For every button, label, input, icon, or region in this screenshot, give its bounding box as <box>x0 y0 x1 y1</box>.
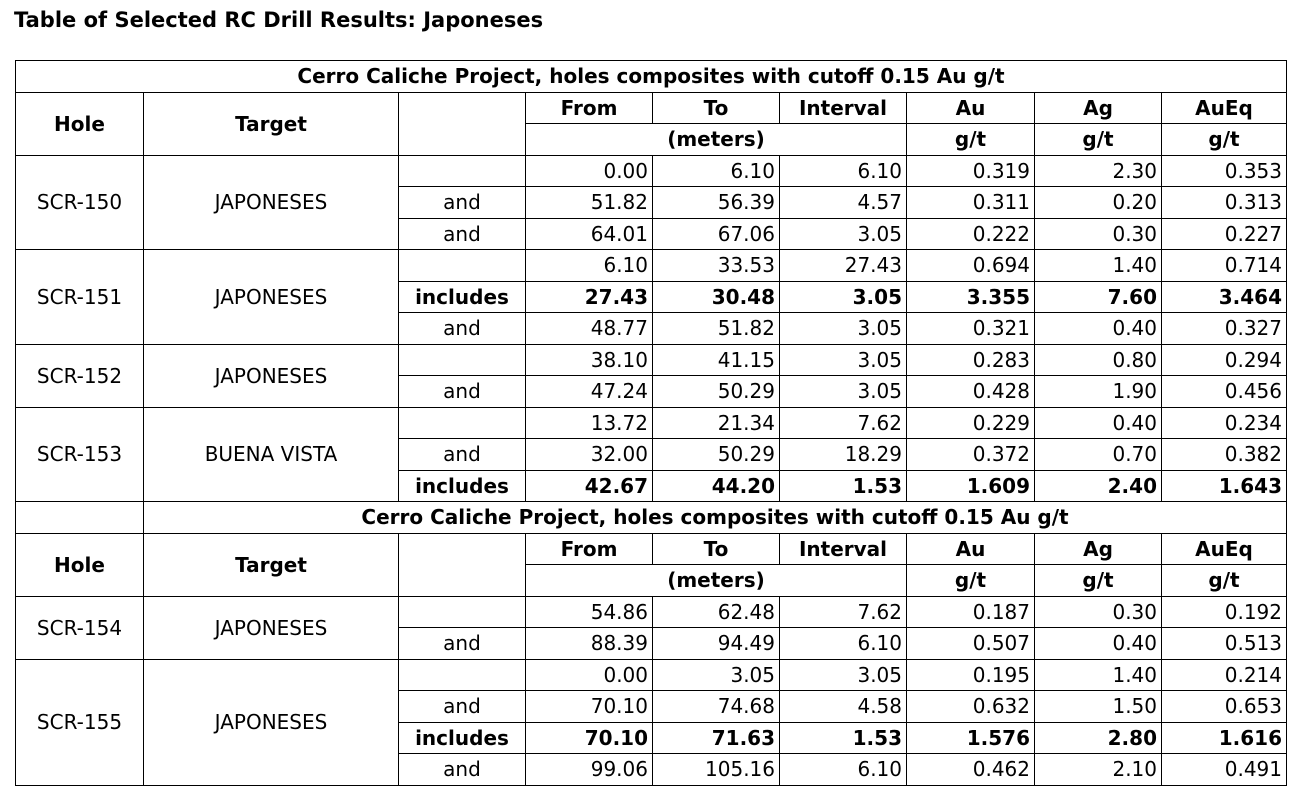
cell-to: 105.16 <box>653 754 780 786</box>
cell-from: 27.43 <box>526 281 653 313</box>
section-banner-row <box>16 502 1287 534</box>
column-header-aueq: AuEq <box>1162 92 1287 124</box>
cell-ag: 0.30 <box>1035 596 1162 628</box>
cell-from: 54.86 <box>526 596 653 628</box>
cell-interval: 3.05 <box>780 344 907 376</box>
cell-from: 51.82 <box>526 187 653 219</box>
qualifier <box>399 344 526 376</box>
column-header-hole: Hole <box>16 92 144 155</box>
cell-aueq: 0.653 <box>1162 691 1287 723</box>
cell-aueq: 0.327 <box>1162 313 1287 345</box>
column-header-to: To <box>653 92 780 124</box>
cell-to: 62.48 <box>653 596 780 628</box>
column-header-hole: Hole <box>16 533 144 596</box>
cell-au: 1.576 <box>907 722 1035 754</box>
cell-interval: 27.43 <box>780 250 907 282</box>
cell-au: 0.462 <box>907 754 1035 786</box>
cell-au: 0.283 <box>907 344 1035 376</box>
qualifier: and <box>399 376 526 408</box>
hole-id: SCR-152 <box>16 344 144 407</box>
cell-from: 88.39 <box>526 628 653 660</box>
qualifier: and <box>399 187 526 219</box>
header-row <box>16 92 1287 124</box>
section-banner: Cerro Caliche Project, holes composites with cutoff 0.15 Au g/t <box>144 502 1287 534</box>
cell-from: 47.24 <box>526 376 653 408</box>
cell-ag: 0.80 <box>1035 344 1162 376</box>
cell-ag: 1.40 <box>1035 250 1162 282</box>
cell-ag: 0.30 <box>1035 218 1162 250</box>
cell-to: 74.68 <box>653 691 780 723</box>
qualifier <box>399 250 526 282</box>
qualifier <box>399 155 526 187</box>
cell-ag: 0.40 <box>1035 407 1162 439</box>
qualifier: and <box>399 691 526 723</box>
cell-interval: 7.62 <box>780 407 907 439</box>
column-header-ag: Ag <box>1035 533 1162 565</box>
cell-from: 48.77 <box>526 313 653 345</box>
cell-au: 0.507 <box>907 628 1035 660</box>
cell-interval: 6.10 <box>780 155 907 187</box>
cell-from: 70.10 <box>526 722 653 754</box>
cell-interval: 3.05 <box>780 218 907 250</box>
cell-interval: 18.29 <box>780 439 907 471</box>
cell-au: 0.311 <box>907 187 1035 219</box>
cell-ag: 1.40 <box>1035 659 1162 691</box>
cell-interval: 1.53 <box>780 722 907 754</box>
cell-ag: 2.80 <box>1035 722 1162 754</box>
qualifier: and <box>399 313 526 345</box>
units-meters: (meters) <box>526 565 907 597</box>
cell-from: 42.67 <box>526 470 653 502</box>
cell-to: 94.49 <box>653 628 780 660</box>
drill-results-table <box>15 60 1287 786</box>
cell-interval: 6.10 <box>780 754 907 786</box>
cell-to: 51.82 <box>653 313 780 345</box>
cell-aueq: 0.456 <box>1162 376 1287 408</box>
cell-ag: 2.10 <box>1035 754 1162 786</box>
cell-aueq: 1.643 <box>1162 470 1287 502</box>
table-row <box>16 659 1287 691</box>
target-name: JAPONESES <box>144 155 399 250</box>
column-header-interval: Interval <box>780 92 907 124</box>
cell-au: 0.229 <box>907 407 1035 439</box>
column-header-au: Au <box>907 92 1035 124</box>
header-row <box>16 533 1287 565</box>
qualifier: and <box>399 218 526 250</box>
column-header-aueq: AuEq <box>1162 533 1287 565</box>
cell-to: 3.05 <box>653 659 780 691</box>
cell-from: 70.10 <box>526 691 653 723</box>
cell-ag: 0.70 <box>1035 439 1162 471</box>
cell-interval: 4.57 <box>780 187 907 219</box>
cell-au: 0.187 <box>907 596 1035 628</box>
cell-aueq: 1.616 <box>1162 722 1287 754</box>
cell-ag: 1.50 <box>1035 691 1162 723</box>
column-header-target: Target <box>144 533 399 596</box>
cell-from: 0.00 <box>526 155 653 187</box>
table-row <box>16 596 1287 628</box>
cell-to: 50.29 <box>653 376 780 408</box>
cell-aueq: 0.214 <box>1162 659 1287 691</box>
cell-au: 0.319 <box>907 155 1035 187</box>
section-banner: Cerro Caliche Project, holes composites with cutoff 0.15 Au g/t <box>16 61 1287 93</box>
cell-from: 64.01 <box>526 218 653 250</box>
cell-interval: 3.05 <box>780 659 907 691</box>
target-name: JAPONESES <box>144 659 399 785</box>
cell-ag: 0.40 <box>1035 313 1162 345</box>
column-header-interval: Interval <box>780 533 907 565</box>
units-meters: (meters) <box>526 124 907 156</box>
cell-au: 0.321 <box>907 313 1035 345</box>
column-header-from: From <box>526 92 653 124</box>
cell-ag: 1.90 <box>1035 376 1162 408</box>
qualifier <box>399 659 526 691</box>
target-name: JAPONESES <box>144 596 399 659</box>
cell-to: 71.63 <box>653 722 780 754</box>
cell-to: 50.29 <box>653 439 780 471</box>
target-name: JAPONESES <box>144 344 399 407</box>
cell-ag: 7.60 <box>1035 281 1162 313</box>
cell-aueq: 0.227 <box>1162 218 1287 250</box>
hole-id: SCR-153 <box>16 407 144 502</box>
cell-interval: 6.10 <box>780 628 907 660</box>
qualifier: includes <box>399 470 526 502</box>
cell-au: 1.609 <box>907 470 1035 502</box>
cell-interval: 3.05 <box>780 376 907 408</box>
hole-id: SCR-154 <box>16 596 144 659</box>
cell-aueq: 0.714 <box>1162 250 1287 282</box>
section-banner-row <box>16 61 1287 93</box>
column-header-from: From <box>526 533 653 565</box>
hole-id: SCR-151 <box>16 250 144 345</box>
qualifier <box>399 596 526 628</box>
cell-au: 0.222 <box>907 218 1035 250</box>
cell-from: 32.00 <box>526 439 653 471</box>
cell-aueq: 0.513 <box>1162 628 1287 660</box>
cell-ag: 0.40 <box>1035 628 1162 660</box>
banner-spacer <box>16 502 144 534</box>
column-header-qualifier <box>399 533 526 596</box>
units-aueq: g/t <box>1162 124 1287 156</box>
units-au: g/t <box>907 565 1035 597</box>
table-row <box>16 407 1287 439</box>
units-ag: g/t <box>1035 124 1162 156</box>
cell-to: 56.39 <box>653 187 780 219</box>
cell-from: 38.10 <box>526 344 653 376</box>
qualifier: and <box>399 628 526 660</box>
cell-au: 0.632 <box>907 691 1035 723</box>
cell-aueq: 0.353 <box>1162 155 1287 187</box>
column-header-au: Au <box>907 533 1035 565</box>
cell-au: 3.355 <box>907 281 1035 313</box>
cell-aueq: 0.491 <box>1162 754 1287 786</box>
cell-aueq: 0.192 <box>1162 596 1287 628</box>
cell-to: 44.20 <box>653 470 780 502</box>
cell-aueq: 0.313 <box>1162 187 1287 219</box>
cell-ag: 0.20 <box>1035 187 1162 219</box>
cell-to: 6.10 <box>653 155 780 187</box>
cell-aueq: 0.382 <box>1162 439 1287 471</box>
cell-interval: 1.53 <box>780 470 907 502</box>
column-header-ag: Ag <box>1035 92 1162 124</box>
qualifier <box>399 407 526 439</box>
cell-from: 99.06 <box>526 754 653 786</box>
cell-interval: 3.05 <box>780 281 907 313</box>
target-name: BUENA VISTA <box>144 407 399 502</box>
table-row <box>16 155 1287 187</box>
cell-to: 41.15 <box>653 344 780 376</box>
cell-interval: 7.62 <box>780 596 907 628</box>
cell-to: 21.34 <box>653 407 780 439</box>
cell-au: 0.428 <box>907 376 1035 408</box>
cell-interval: 4.58 <box>780 691 907 723</box>
cell-au: 0.372 <box>907 439 1035 471</box>
qualifier: includes <box>399 281 526 313</box>
cell-au: 0.694 <box>907 250 1035 282</box>
cell-interval: 3.05 <box>780 313 907 345</box>
column-header-to: To <box>653 533 780 565</box>
column-header-qualifier <box>399 92 526 155</box>
qualifier: includes <box>399 722 526 754</box>
cell-aueq: 0.234 <box>1162 407 1287 439</box>
cell-to: 30.48 <box>653 281 780 313</box>
units-au: g/t <box>907 124 1035 156</box>
cell-aueq: 0.294 <box>1162 344 1287 376</box>
cell-to: 67.06 <box>653 218 780 250</box>
cell-from: 6.10 <box>526 250 653 282</box>
hole-id: SCR-150 <box>16 155 144 250</box>
units-aueq: g/t <box>1162 565 1287 597</box>
cell-ag: 2.40 <box>1035 470 1162 502</box>
cell-from: 0.00 <box>526 659 653 691</box>
column-header-target: Target <box>144 92 399 155</box>
cell-from: 13.72 <box>526 407 653 439</box>
cell-to: 33.53 <box>653 250 780 282</box>
cell-au: 0.195 <box>907 659 1035 691</box>
qualifier: and <box>399 439 526 471</box>
cell-ag: 2.30 <box>1035 155 1162 187</box>
hole-id: SCR-155 <box>16 659 144 785</box>
table-row <box>16 250 1287 282</box>
table-row <box>16 344 1287 376</box>
units-ag: g/t <box>1035 565 1162 597</box>
target-name: JAPONESES <box>144 250 399 345</box>
qualifier: and <box>399 754 526 786</box>
cell-aueq: 3.464 <box>1162 281 1287 313</box>
document-title: Table of Selected RC Drill Results: Japoneses <box>14 8 544 32</box>
